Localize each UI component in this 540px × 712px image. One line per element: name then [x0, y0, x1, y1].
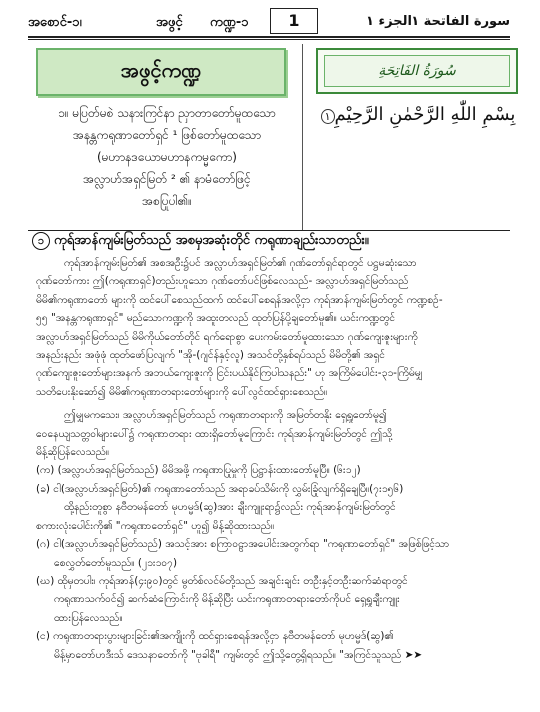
list-item: (င) ကရုဏာတရားပွားများခြင်း၏အကျိုးကို ထင်ရှားစေရန်အလို့ငှာ နဗီတမန်တော် မုဟမ္မဒ်(ဆွ)၏ [36, 630, 394, 643]
surah-name-frame [324, 55, 510, 87]
intro-translation [36, 102, 298, 212]
list-item: (ဂ) ငါ(အလ္လာဟ်အရှင်မြတ်သည်) အသင့်အား စကြာဝဠာအပေါင်းအတွက်ရာ "ကရုဏာတော်ရှင်" အဖြစ်ဖြင့်သာ [36, 538, 450, 551]
list-item-cont: ထားပြန်လေသည်။ [54, 611, 123, 624]
body-line: သတိပေးနိုးဆော်၍ မိမိ၏ကရုဏာတရားတော်များကို ပေါ်လွင်ထင်ရှားစေသည်။ [36, 385, 328, 398]
body-line: မိန့်ဆိုပြန်လေသည်။ [36, 446, 110, 459]
header-surah: سورة الفاتحة ١ [411, 14, 510, 29]
body-line: ၅၅ "အနန္တကရုဏာရှင်" မည်သောကဏ္ဍကို အထူးတလည် ထုတ်ပြန်ပို့ချတော်မူ၏။ ယင်းကဏ္ဍတွင် [36, 312, 396, 325]
section-heading-text: ကုရ်အာန်ကျမ်းမြတ်သည် အစမှအဆုံးတိုင် ကရုဏာချည်းသာတည်း။ [54, 233, 369, 248]
body-line: ဤမျှမကသေး၊ အလ္လာဟ်အရှင်မြတ်သည် ကရုဏာတရားကို အမြတ်တနိုး ရှေ့ရှုတော်မူ၍ [64, 409, 387, 422]
section-heading [32, 232, 508, 251]
body-line: ဂုဏ်တော်ကား ဤ(ကရုဏာရှင်)တည်းဟူသော ဂုဏ်တော်ပင်ဖြစ်လေသည်- အလ္လာဟ်အရှင်မြတ်သည် [36, 275, 409, 288]
body-line: ဝေနေယျသတ္တဝါများပေါ်၌ ကရုဏာတရား ထားရှိတော်မူကြောင်း ကုရ်အာန်ကျမ်းမြတ်တွင် ဤသို့ [36, 427, 393, 440]
list-item-cont: ကရုဏာသက်ဝင်၍ ဆက်ဆံကြောင်းကို မိန့်ဆိုပြီး ယင်းကရုဏာတရားတော်ကိုပင် ရှေ့ရှုချီးကျူး [54, 593, 400, 606]
list-item-cont: မိန့်မှာတော်ဟဒီးသ် ဒေသနာတော်ကို "ဗုခါရီ" ကျမ်းတွင် ဤသို့တွေ့ရှိရသည်။ "အကြင်သူသည် ➤➤ [54, 648, 423, 661]
section-number: ၁ [32, 232, 50, 250]
body-line: ဂုဏ်ကျေးဇူးတော်များအနက် အဘယ်ကျေးဇူးကို ငြင်းပယ်နိုင်ကြပါသနည်း" ဟု အကြိမ်ပေါင်း-၃၁-ကြိမ်မျှ [36, 367, 423, 380]
bismillah-verse [316, 104, 516, 125]
verse-number: ١ [321, 109, 335, 124]
header-chapter: ကဏ္ဍ-၁ [210, 15, 249, 30]
page-number: 1 [270, 8, 318, 34]
body-line: ထို့နည်းတူစွာ နဗီတမန်တော် မုဟမ္မဒ်(ဆွ)အား ချီးကျူးရာ၌လည်း ကုရ်အာန်ကျမ်းမြတ်တွင် [64, 501, 396, 514]
body-line: စကားလုံးပေါင်းကို၏ "ကရုဏာတော်ရှင်" ဟူ၍ မိန့်ဆိုထားသည်။ [36, 519, 275, 532]
bismillah-text: بِسْمِ اللّٰهِ الرَّحْمٰنِ الرَّحِيْمِ [334, 104, 516, 125]
surah-name-arabic: سُورَةُ الفَاتِحَةِ [378, 63, 456, 79]
list-item: (က) (အလ္လာဟ်အရှင်မြတ်သည်) မိမိအဖို့ ကရုဏာပြုမှုကို ပြဋ္ဌာန်းထားတော်မူပြီ။ (၆း၁၂) [36, 464, 361, 477]
body-line: မိမိ၏ကရုဏာတော် များကို ထင်ပေါ်စေသည်ထက် ထင်ပေါ်စေရန်အလို့ငှာ ကုရ်အာန်ကျမ်းမြတ်တွင် ကဏ္ဍစဉ်- [36, 293, 443, 306]
body-line: အလ္လာဟ်အရှင်မြတ်သည် မိမိကိုယ်တော်တိုင် ရက်ရောစွာ ပေးကမ်းတော်မူထားသော ဂုဏ်ကျေးဇူးများကို [36, 330, 418, 343]
list-item: (ဃ) ထိုမှတပါး၊ ကုရ်အာန်(၄း၉၀)တွင် မွတ်စ်လင်မ်တို့သည် အချင်းချင်း တဦးနှင့်တဦးဆက်ဆံရာတွင် [36, 574, 408, 587]
intro-line: အလ္လာဟ်အရှင်မြတ် ² ၏ နာမံတော်ဖြင့် [83, 172, 251, 186]
header-juz: الجزء ١ [366, 14, 412, 29]
page-header [28, 8, 510, 36]
header-rule-thin [28, 39, 510, 40]
column-divider [302, 44, 303, 230]
header-volume: အစောင်-၁၊ [28, 15, 82, 30]
surah-name-box [316, 48, 518, 94]
header-section: အဖွင့် [156, 15, 183, 30]
chapter-title-box [36, 48, 286, 96]
chapter-title: အဖွင့်ကဏ္ဍ [120, 58, 202, 82]
commentary-body [36, 254, 514, 664]
intro-line: (မဟာနဒယောမဟာနကမ္မကော) [97, 150, 237, 164]
body-line: အနည်းနည်း အဖုံဖုံ ထုတ်ဖော်ပြလျက် "အို-(ဂျင်န်နှင့်လူ) အသင်တို့နှစ်ရပ်သည် မိမိတို့၏ အရှင် [36, 349, 386, 362]
body-line: ကုရ်အာန်ကျမ်းမြတ်၏ အစအဦး၌ပင် အလ္လာဟ်အရှင်မြတ်၏ ဂုဏ်တော်ရှင်ရာတွင် ပဋ္ဌမဆုံးသော [64, 257, 417, 269]
list-item-cont: စေလွှတ်တော်မူသည်။ (၂၁း၁၀၇) [54, 556, 178, 569]
intro-line: ၁။ မပြတ်မစဲ သနားကြင်နာ ညှာတာတော်မူထသော [58, 106, 276, 120]
intro-line: အစပြုပါ၏။ [142, 194, 192, 208]
section-rule [28, 230, 510, 231]
list-item: (ခ) ငါ(အလ္လာဟ်အရှင်မြတ်)၏ ကရုဏာတော်သည် အရာခပ်သိမ်းကို လွှမ်းခြုံလျက်ရှိချေပြီ။(၇း၁၅၆) [36, 482, 404, 495]
intro-line: အနန္တကရုဏာတော်ရှင် ¹ ဖြစ်တော်မူထသော [73, 128, 261, 142]
header-rule [28, 36, 510, 38]
